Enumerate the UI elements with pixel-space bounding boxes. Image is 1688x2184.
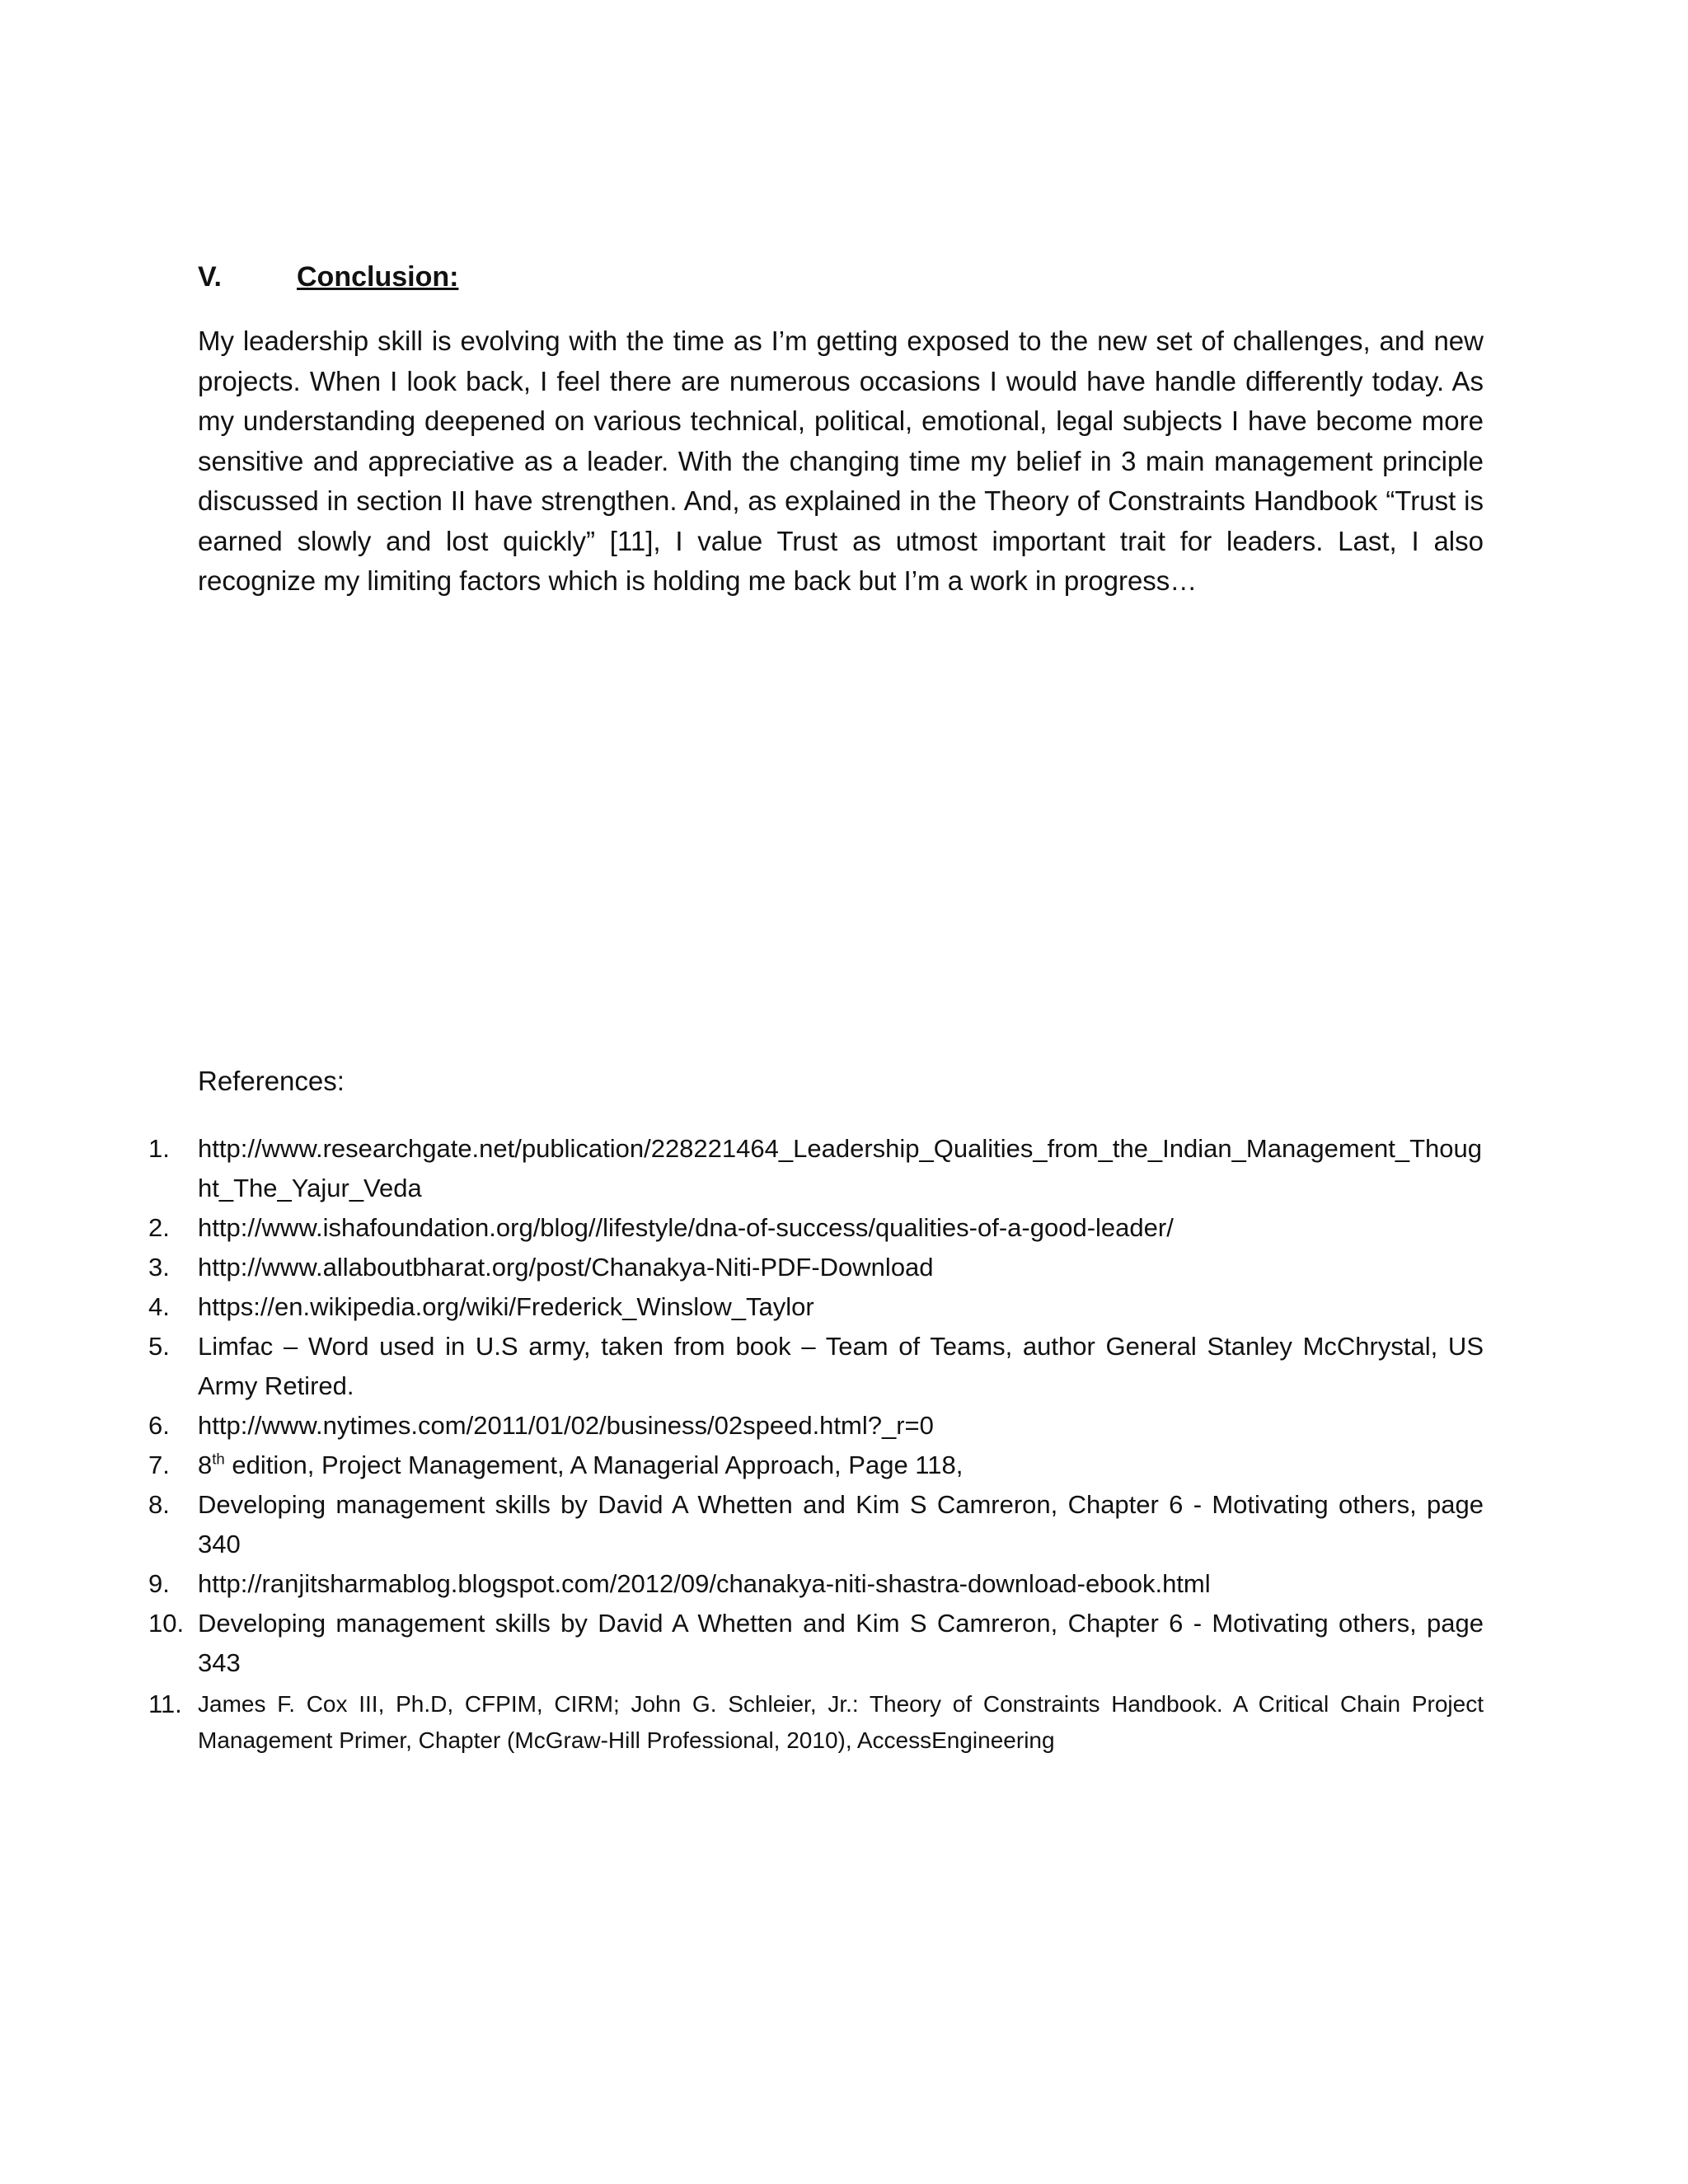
reference-item — [148, 1129, 1484, 1208]
reference-link[interactable]: http://www.researchgate.net/publication/228221464_Leadership_Qualities_from_the_Indian_Management_Thought_The_Yajur_Veda — [198, 1134, 1482, 1202]
reference-number: 3. — [148, 1253, 170, 1282]
edition-number: 8 — [198, 1451, 213, 1479]
reference-item — [148, 1327, 1484, 1406]
section-number: V. — [198, 261, 223, 293]
reference-item — [148, 1406, 1484, 1446]
reference-text: Developing management skills by David A Whetten and Kim S Camreron, Chapter 6 - Motivating others, page 340 — [198, 1490, 1484, 1558]
reference-number: 10. — [148, 1609, 185, 1638]
reference-item — [148, 1208, 1484, 1248]
reference-item — [148, 1446, 1484, 1485]
section-heading — [198, 260, 458, 293]
section-title: Conclusion: — [297, 261, 459, 293]
reference-text — [198, 1446, 1484, 1485]
reference-number: 2. — [148, 1213, 170, 1242]
reference-number: 8. — [148, 1490, 170, 1519]
reference-item — [148, 1604, 1484, 1683]
references-list — [148, 1129, 1484, 1759]
reference-link[interactable]: http://www.ishafoundation.org/blog//lifestyle/dna-of-success/qualities-of-a-good-leader/ — [198, 1213, 1174, 1242]
reference-link[interactable]: http://www.nytimes.com/2011/01/02/business/02speed.html?_r=0 — [198, 1411, 934, 1440]
reference-number: 1. — [148, 1134, 170, 1163]
reference-item — [148, 1564, 1484, 1604]
reference-text: Developing management skills by David A Whetten and Kim S Camreron, Chapter 6 - Motivating others, page 343 — [198, 1609, 1484, 1677]
reference-number: 11. — [148, 1690, 182, 1718]
reference-item — [148, 1287, 1484, 1327]
reference-link[interactable]: http://ranjitsharmablog.blogspot.com/2012/09/chanakya-niti-shastra-download-ebook.html — [198, 1569, 1211, 1598]
reference-item — [148, 1686, 1484, 1759]
reference-number: 4. — [148, 1292, 170, 1321]
reference-text: Limfac – Word used in U.S army, taken from book – Team of Teams, author General Stanley McChrystal, US Army Retired. — [198, 1332, 1484, 1400]
conclusion-paragraph: My leadership skill is evolving with the time as I’m getting exposed to the new set of challenges, and new projects. When I look back, I feel there are numerous occasions I would have handle differently today. As my understanding deepened on various technical, political, emotional, legal subjects I have become more sensitive and appreciative as a leader. With the changing time my belief in 3 main management principle discussed in section II have strengthen. And, as explained in the Theory of Constraints Handbook “Trust is earned slowly and lost quickly” [11], I value Trust as utmost important trait for leaders. Last, I also recognize my limiting factors which is holding me back but I’m a work in progress… — [198, 326, 1484, 596]
reference-item — [148, 1248, 1484, 1287]
reference-link[interactable]: https://en.wikipedia.org/wiki/Frederick_Winslow_Taylor — [198, 1292, 814, 1321]
reference-text-rest: edition, Project Management, A Managerial Approach, Page 118, — [224, 1451, 964, 1479]
reference-number: 5. — [148, 1332, 170, 1361]
edition-suffix: th — [212, 1450, 225, 1468]
reference-item — [148, 1485, 1484, 1564]
reference-link[interactable]: http://www.allaboutbharat.org/post/Chanakya-Niti-PDF-Download — [198, 1253, 934, 1282]
reference-number: 6. — [148, 1411, 170, 1440]
reference-text: James F. Cox III, Ph.D, CFPIM, CIRM; John G. Schleier, Jr.: Theory of Constraints Handbook. A Critical Chain Project Management Primer, Chapter (McGraw-Hill Professional, 2010), AccessEngineering — [198, 1691, 1484, 1753]
reference-number: 7. — [148, 1451, 170, 1479]
reference-number: 9. — [148, 1569, 170, 1598]
references-heading: References: — [198, 1066, 345, 1096]
